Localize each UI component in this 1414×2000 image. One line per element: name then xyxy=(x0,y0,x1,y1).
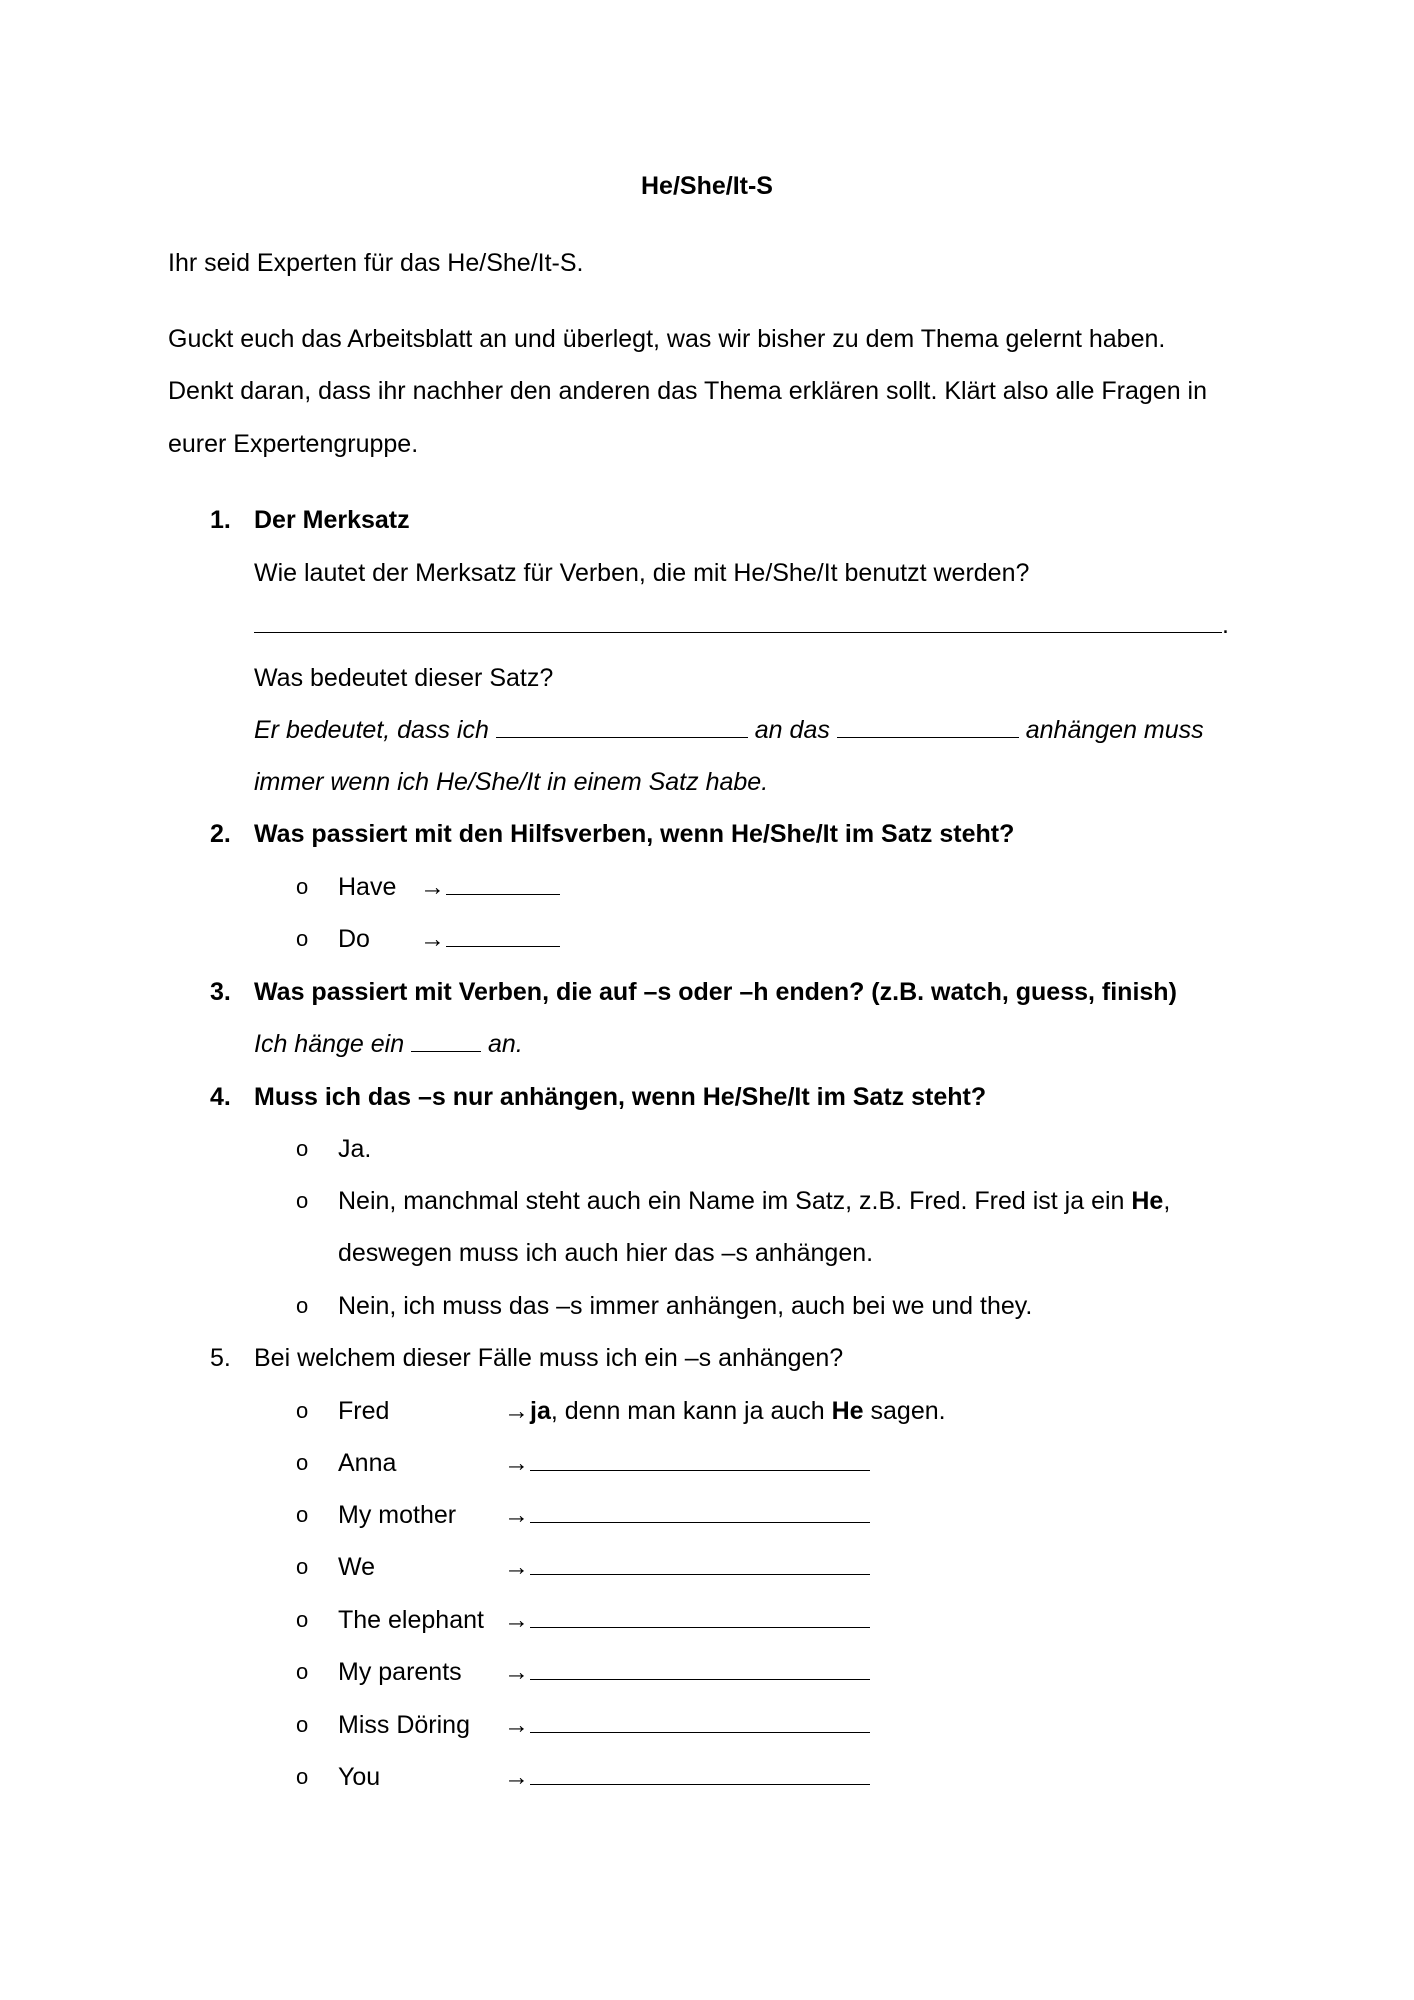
q1-merksatz-blank[interactable] xyxy=(254,610,1222,633)
q2-heading: Was passiert mit den Hilfsverben, wenn He/She/It im Satz steht? xyxy=(254,820,1015,848)
q2-item-do-answer xyxy=(420,923,560,955)
q5-item-answer xyxy=(504,1604,870,1636)
instruction-line: eurer Expertengruppe. xyxy=(168,430,419,458)
q5-item-answer xyxy=(504,1447,870,1479)
q5-example-label: Fred xyxy=(338,1397,390,1425)
arrow-right-icon: → xyxy=(504,1501,529,1529)
q5-answer-blank[interactable] xyxy=(530,1762,870,1785)
q5-item-label: My parents xyxy=(338,1658,462,1686)
q4-number: 4. xyxy=(210,1083,231,1111)
arrow-right-icon: → xyxy=(504,1711,529,1739)
q2-item-do-label: Do xyxy=(338,925,370,953)
q5-example-answer xyxy=(504,1395,946,1427)
arrow-right-icon: → xyxy=(504,1763,529,1791)
bullet-icon: o xyxy=(296,874,309,899)
q5-example-mid: , denn man kann ja auch xyxy=(550,1397,832,1425)
arrow-right-icon: → xyxy=(420,925,445,953)
q3-answer-part2: an. xyxy=(488,1030,523,1058)
bullet-icon: o xyxy=(296,1502,309,1527)
q5-item-label: Anna xyxy=(338,1449,397,1477)
bullet-icon: o xyxy=(296,1398,309,1423)
bullet-icon: o xyxy=(296,926,309,951)
q4-option-ja: Ja. xyxy=(338,1135,372,1163)
q5-example-end: sagen. xyxy=(863,1397,946,1425)
q2-do-blank[interactable] xyxy=(446,924,560,947)
q5-heading: Bei welchem dieser Fälle muss ich ein –s anhängen? xyxy=(254,1344,844,1372)
q1-number: 1. xyxy=(210,506,231,534)
instruction-line: Denkt daran, dass ihr nachher den anderen das Thema erklären sollt. Klärt also alle Fragen in xyxy=(168,377,1208,405)
q4-option-nein-immer: Nein, ich muss das –s immer anhängen, auch bei we und they. xyxy=(338,1292,1033,1320)
q1-heading: Der Merksatz xyxy=(254,506,410,534)
page-title: He/She/It-S xyxy=(641,172,773,200)
arrow-right-icon: → xyxy=(504,1397,529,1425)
q5-item-label: Miss Döring xyxy=(338,1711,470,1739)
q3-number: 3. xyxy=(210,978,231,1006)
bullet-icon: o xyxy=(296,1659,309,1684)
arrow-right-icon: → xyxy=(420,873,445,901)
q5-number: 5. xyxy=(210,1344,231,1372)
bullet-icon: o xyxy=(296,1554,309,1579)
q5-example-bold1: ja xyxy=(530,1397,551,1425)
intro-text: Ihr seid Experten für das He/She/It-S. xyxy=(168,249,584,277)
q1-blank-2[interactable] xyxy=(837,715,1019,738)
q5-item-label: The elephant xyxy=(338,1606,484,1634)
q3-answer xyxy=(254,1028,523,1060)
bullet-icon: o xyxy=(296,1712,309,1737)
q5-item-label: You xyxy=(338,1763,381,1791)
q5-item-answer xyxy=(504,1499,870,1531)
q3-answer-part1: Ich hänge ein xyxy=(254,1030,405,1058)
q2-item-have-label: Have xyxy=(338,873,397,901)
q5-example-bold2: He xyxy=(831,1397,864,1425)
q2-item-have-answer xyxy=(420,871,560,903)
q5-item-label: We xyxy=(338,1553,376,1581)
q4-option2-bold: He xyxy=(1131,1187,1164,1215)
q5-item-answer xyxy=(504,1551,870,1583)
q5-answer-blank[interactable] xyxy=(530,1605,870,1628)
instruction-line: Guckt euch das Arbeitsblatt an und überlegt, was wir bisher zu dem Thema gelernt haben. xyxy=(168,325,1166,353)
arrow-right-icon: → xyxy=(504,1658,529,1686)
q4-option-nein-manchmal xyxy=(338,1185,1170,1217)
q4-option-nein-manchmal-line2: deswegen muss ich auch hier das –s anhängen. xyxy=(338,1239,874,1267)
q5-answer-blank[interactable] xyxy=(530,1448,870,1471)
q1-blank-1[interactable] xyxy=(496,715,748,738)
q2-have-blank[interactable] xyxy=(446,872,560,895)
bullet-icon: o xyxy=(296,1293,309,1318)
q1-answer-part3: anhängen muss xyxy=(1025,716,1204,744)
q5-item-answer xyxy=(504,1761,870,1793)
q5-item-answer xyxy=(504,1656,870,1688)
q1-answer-part2: an das xyxy=(754,716,830,744)
arrow-right-icon: → xyxy=(504,1553,529,1581)
q3-heading: Was passiert mit Verben, die auf –s oder –h enden? (z.B. watch, guess, finish) xyxy=(254,978,1177,1006)
q4-heading: Muss ich das –s nur anhängen, wenn He/She/It im Satz steht? xyxy=(254,1083,987,1111)
bullet-icon: o xyxy=(296,1607,309,1632)
arrow-right-icon: → xyxy=(504,1449,529,1477)
bullet-icon: o xyxy=(296,1188,309,1213)
q1-question: Wie lautet der Merksatz für Verben, die mit He/She/It benutzt werden? xyxy=(254,559,1030,587)
bullet-icon: o xyxy=(296,1450,309,1475)
bullet-icon: o xyxy=(296,1136,309,1161)
q3-blank[interactable] xyxy=(411,1029,481,1052)
q5-item-answer xyxy=(504,1709,870,1741)
q1-answer-line2: immer wenn ich He/She/It in einem Satz habe. xyxy=(254,768,769,796)
q5-item-label: My mother xyxy=(338,1501,457,1529)
q4-option2-text-a: Nein, manchmal steht auch ein Name im Satz, z.B. Fred. Fred ist ja ein xyxy=(338,1187,1132,1215)
q5-answer-blank[interactable] xyxy=(530,1500,870,1523)
q5-answer-blank[interactable] xyxy=(530,1710,870,1733)
q1-answer-line[interactable] xyxy=(254,609,1229,641)
q5-answer-blank[interactable] xyxy=(530,1552,870,1575)
q1-period: . xyxy=(1222,611,1229,639)
q4-option2-text-b: , xyxy=(1163,1187,1171,1215)
q1-followup: Was bedeutet dieser Satz? xyxy=(254,664,554,692)
bullet-icon: o xyxy=(296,1764,309,1789)
arrow-right-icon: → xyxy=(504,1606,529,1634)
q5-answer-blank[interactable] xyxy=(530,1657,870,1680)
q1-answer-part1: Er bedeutet, dass ich xyxy=(254,716,489,744)
q1-answer-sentence xyxy=(254,714,1204,746)
q2-number: 2. xyxy=(210,820,231,848)
